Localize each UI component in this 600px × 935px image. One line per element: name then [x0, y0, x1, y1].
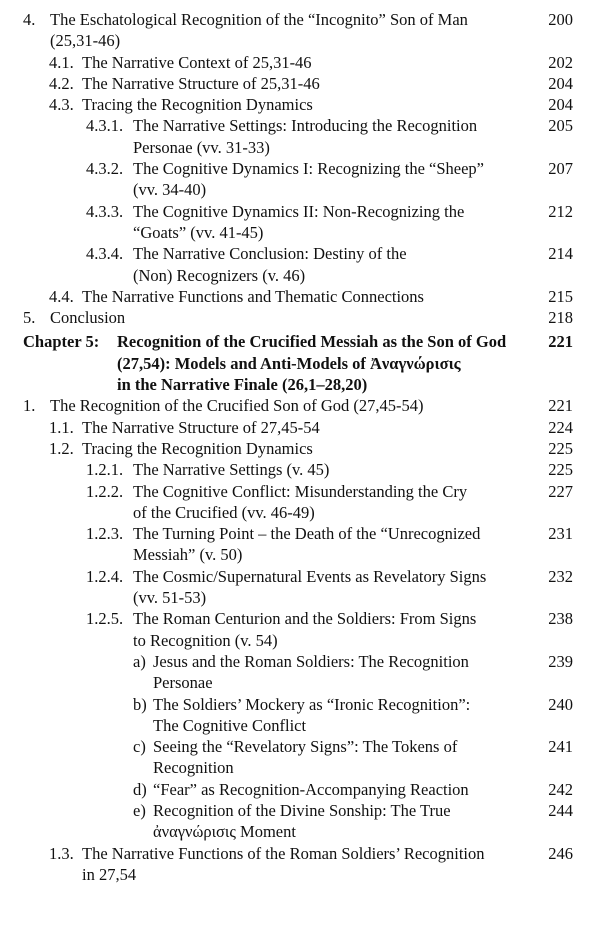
toc-entry-number: a) — [133, 651, 146, 671]
toc-entry-number: d) — [133, 779, 147, 799]
toc-entry-page-number: 214 — [548, 244, 573, 264]
toc-entry-page-number: 202 — [548, 52, 573, 72]
toc-entry-page-number: 212 — [548, 201, 573, 221]
toc-entry-page-number: 224 — [548, 417, 573, 437]
toc-entry-page-number: 238 — [548, 609, 573, 629]
toc-entry-page-number: 225 — [548, 438, 573, 458]
toc-entry — [0, 395, 600, 416]
toc-entry — [0, 608, 600, 651]
toc-entry — [0, 736, 600, 779]
toc-entry-title: The Roman Centurion and the Soldiers: From Signs to Recognition (v. 54) — [133, 609, 477, 650]
toc-entry-number: 5. — [23, 308, 36, 328]
toc-entry-page-number: 205 — [548, 116, 573, 136]
toc-entry-title: Seeing the “Revelatory Signs”: The Tokens of Recognition — [153, 737, 458, 778]
toc-entry-title: Tracing the Recognition Dynamics — [82, 438, 313, 458]
toc-entry-title: The Cognitive Dynamics I: Recognizing the “Sheep” (vv. 34-40) — [133, 159, 484, 200]
toc-entry-title: Recognition of the Crucified Messiah as the Son of God (27,54): Models and Anti-Models of Ἀναγνώρισις in the Narrative Finale (26,1–28,20) — [117, 332, 507, 395]
toc-entry-title: The Soldiers’ Mockery as “Ironic Recognition”: The Cognitive Conflict — [153, 694, 471, 735]
toc-entry — [0, 94, 600, 115]
toc-entry-page-number: 204 — [548, 73, 573, 93]
toc-entry-page-number: 225 — [548, 460, 573, 480]
toc-chapter-heading — [0, 331, 600, 395]
toc-entry-number: 1.2. — [49, 438, 74, 458]
toc-entry-title: “Fear” as Recognition-Accompanying Reaction — [153, 779, 469, 799]
toc-entry-number: 4.3. — [49, 95, 74, 115]
toc-entry-title: The Turning Point – the Death of the “Unrecognized Messiah” (v. 50) — [133, 524, 481, 565]
toc-entry-title: The Narrative Functions and Thematic Connections — [82, 286, 424, 306]
toc-entry-number: Chapter 5: — [23, 332, 100, 352]
toc-entry — [0, 438, 600, 459]
toc-entry-number: 1.1. — [49, 417, 74, 437]
toc-entry-page-number: 221 — [548, 396, 573, 416]
toc-entry-number: 1.2.1. — [86, 460, 124, 480]
toc-entry-title: Jesus and the Roman Soldiers: The Recognition Personae — [153, 651, 469, 693]
toc-entry-title: The Narrative Structure of 25,31-46 — [82, 73, 320, 93]
toc-entry-number: 1.2.4. — [86, 566, 124, 586]
toc-entry-title: The Cosmic/Supernatural Events as Revelatory Signs (vv. 51-53) — [133, 566, 487, 608]
toc-entry — [0, 52, 600, 73]
toc-entry — [0, 115, 600, 158]
toc-entry-page-number: 242 — [548, 779, 573, 799]
toc-entry — [0, 566, 600, 609]
toc-entry-title: The Eschatological Recognition of the “Incognito” Son of Man (25,31-46) — [50, 10, 468, 51]
toc-entry-number: 1.2.2. — [86, 481, 124, 501]
toc-entry-number: 4.1. — [49, 52, 74, 72]
toc-entry-page-number: 200 — [548, 10, 573, 29]
toc-entry-number: 1.2.5. — [86, 609, 124, 629]
toc-entry — [0, 843, 600, 886]
toc-entry-number: c) — [133, 737, 146, 757]
toc-entry-page-number: 231 — [548, 524, 573, 544]
toc-entry — [0, 243, 600, 286]
toc-entry-page-number: 240 — [548, 694, 573, 714]
toc-entry — [0, 73, 600, 94]
toc-entry — [0, 651, 600, 694]
toc-entry — [0, 523, 600, 566]
toc-entry — [0, 286, 600, 307]
toc-entry — [0, 201, 600, 244]
toc-entry-page-number: 232 — [548, 566, 573, 586]
toc-entry-page-number: 244 — [548, 800, 573, 820]
toc-entry — [0, 779, 600, 800]
toc-entry-number: 4.2. — [49, 73, 74, 93]
toc-entry-title: The Cognitive Dynamics II: Non-Recognizing the “Goats” (vv. 41-45) — [133, 201, 465, 242]
toc-entry-number: 4.4. — [49, 286, 74, 306]
toc-entry — [0, 459, 600, 480]
table-of-contents — [0, 9, 600, 885]
toc-entry-title: The Narrative Functions of the Roman Soldiers’ Recognition in 27,54 — [82, 843, 485, 884]
toc-entry-number: 4.3.4. — [86, 244, 124, 264]
toc-entry-title: Conclusion — [50, 308, 126, 328]
toc-entry-number: 1. — [23, 396, 36, 416]
toc-entry — [0, 9, 600, 52]
toc-entry — [0, 417, 600, 438]
toc-entry-number: 1.2.3. — [86, 524, 124, 544]
toc-entry-number: b) — [133, 694, 147, 714]
toc-entry-page-number: 218 — [548, 308, 573, 328]
toc-entry-title: The Cognitive Conflict: Misunderstanding the Cry of the Crucified (vv. 46-49) — [133, 481, 468, 522]
toc-entry-page-number: 239 — [548, 651, 573, 671]
toc-entry — [0, 800, 600, 843]
toc-entry-page-number: 204 — [548, 95, 573, 115]
toc-entry-number: 4.3.3. — [86, 201, 124, 221]
toc-entry-title: The Narrative Structure of 27,45-54 — [82, 417, 320, 437]
toc-entry-title: The Recognition of the Crucified Son of God (27,45-54) — [50, 396, 424, 416]
toc-entry-page-number: 215 — [548, 286, 573, 306]
toc-entry-page-number: 246 — [548, 843, 573, 863]
toc-entry-number: 1.3. — [49, 843, 74, 863]
toc-entry-title: The Narrative Conclusion: Destiny of the (Non) Recognizers (v. 46) — [133, 244, 407, 285]
toc-entry-number: 4.3.1. — [86, 116, 124, 136]
toc-entry-title: Recognition of the Divine Sonship: The True ἀναγνώρισις Moment — [153, 800, 451, 842]
toc-entry-title: The Narrative Settings (v. 45) — [133, 460, 330, 480]
toc-entry-page-number: 241 — [548, 737, 573, 757]
toc-entry-number: 4.3.2. — [86, 159, 124, 179]
toc-entry — [0, 158, 600, 201]
toc-entry-title: The Narrative Context of 25,31-46 — [82, 52, 312, 72]
toc-entry — [0, 307, 600, 328]
toc-entry — [0, 481, 600, 524]
toc-entry-title: Tracing the Recognition Dynamics — [82, 95, 313, 115]
toc-entry-number: 4. — [23, 10, 36, 29]
toc-entry-page-number: 221 — [548, 332, 573, 352]
toc-entry-page-number: 227 — [548, 481, 573, 501]
toc-entry-title: The Narrative Settings: Introducing the Recognition Personae (vv. 31-33) — [133, 116, 478, 157]
toc-entry-number: e) — [133, 800, 146, 820]
toc-entry — [0, 694, 600, 737]
toc-entry-page-number: 207 — [548, 159, 573, 179]
